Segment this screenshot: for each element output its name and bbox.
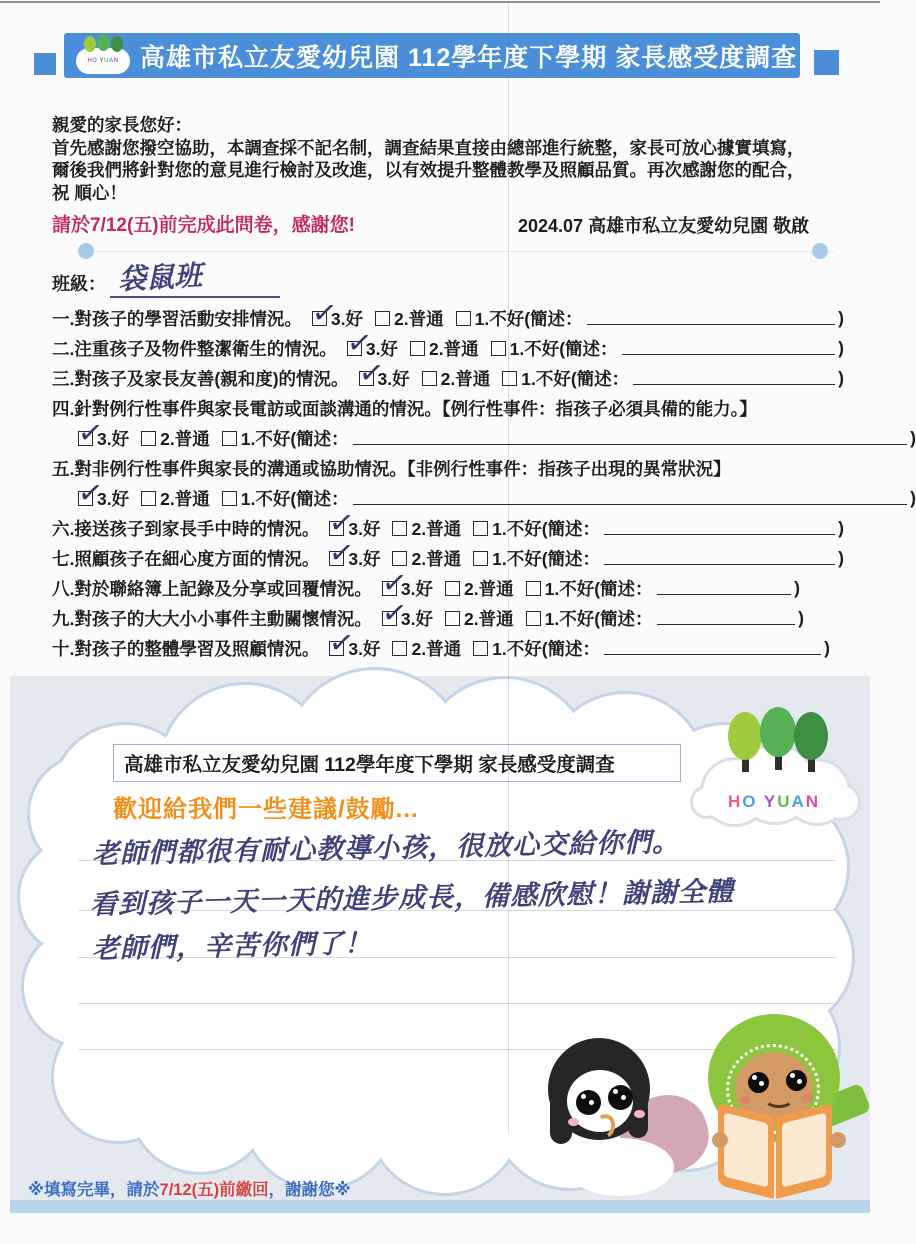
checkbox[interactable] [141,491,156,506]
handwritten-checkmark: ✓ [327,624,357,662]
logo-letter: U [104,57,109,64]
logo-letter: H [727,792,743,811]
checkbox[interactable] [379,594,410,632]
logo-letter: O [92,57,98,64]
intro-line: 爾後我們將針對您的意見進行檢討及改進，以有效提升整體教學及照顧品質。再次感謝您的配合， [52,160,805,180]
question-row [52,504,844,543]
footer-reminder [28,1176,351,1200]
checkbox[interactable] [410,341,425,356]
option-label: 1.不好(簡述： [492,518,601,539]
intro-paragraph [52,114,838,204]
form-header [64,33,800,78]
handwritten-checkmark: ✓ [75,474,106,512]
option-label: 1.不好(簡述： [521,368,630,389]
brief-description-input[interactable] [657,611,796,625]
question-list [52,294,916,663]
hoyuan-logo [690,694,858,834]
option-label: 2.普通 [463,608,514,629]
tree-icon [794,712,828,760]
question-text: 七.照顧孩子在細心度方面的情況。 [52,548,320,569]
logo-letter: N [113,57,119,64]
option-label: 1.不好(簡述： [474,308,583,329]
question-row [52,534,844,573]
close-paren: ) [838,307,844,328]
answer-option [309,294,363,332]
tree-icon [97,34,110,51]
option-label: 2.普通 [440,368,491,389]
section-divider [76,251,834,252]
logo-letter: N [805,792,821,811]
question-text: 四.針對例行性事件與家長電訪或面談溝通的情況。【例行性事件：指孩子必須具備的能力。】 [52,398,757,419]
footer-text-prefix: ※填寫完畢，請於 [28,1181,160,1199]
logo-letter: A [791,792,806,811]
hoyuan-logo-small [76,36,130,76]
option-label: 2.普通 [160,488,210,509]
question-text: 三.對孩子及家長友善(親和度)的情況。 [52,368,349,389]
option-label: 2.普通 [411,518,462,539]
date-signature: 2024.07 高雄市私立友愛幼兒園 敬啟 [518,216,810,236]
checkbox[interactable] [491,341,506,356]
handwriting-line: 看到孩子一天一天的進步成長，備感欣慰！謝謝全體 [89,876,735,920]
divider-dot-right [812,243,828,259]
decor-square-left [34,53,56,75]
answer-option [445,576,514,601]
logo-letter: Y [763,792,778,811]
option-label: 3.好 [97,428,130,449]
checkbox[interactable] [473,551,488,566]
answer-option [392,636,461,661]
option-label: 3.好 [377,368,410,389]
hoyuan-logo-cloud [690,694,858,834]
handwritten-checkmark: ✓ [379,594,410,632]
answer-option [344,324,398,362]
checkbox[interactable] [327,534,357,572]
question-row [52,354,844,393]
handwritten-checkmark: ✓ [356,354,386,392]
checkbox[interactable] [456,311,471,326]
footer-text-suffix: ，謝謝您※ [268,1181,351,1199]
footer-deadline: 7/12(五)前繳回 [159,1181,269,1199]
scan-crease-line [508,4,509,1134]
close-paren: ) [910,427,916,448]
question-text: 十.對孩子的整體學習及照顧情況。 [52,638,320,659]
checkbox[interactable] [502,371,517,386]
scan-top-edge [0,1,880,3]
checkbox[interactable] [344,324,375,362]
suggestions-section [10,676,870,1200]
close-paren: ) [838,547,844,568]
brief-description-input[interactable] [604,551,835,565]
answer-option [392,516,461,541]
handwritten-checkmark: ✓ [327,534,357,572]
option-label: 3.好 [348,518,381,539]
question-row [52,564,800,603]
answer-option [473,516,600,541]
question-text: 九.對孩子的大大小小事件主動關懷情況。 [52,608,372,629]
option-label: 3.好 [400,608,433,629]
close-paren: ) [824,637,830,658]
answer-option [356,354,410,392]
checkbox[interactable] [327,504,357,542]
question-text: 二.注重孩子及物件整潔衛生的情況。 [52,338,337,359]
question-text: 五.對非例行性事件與家長的溝通或協助情況。【非例行性事件：指孩子出現的異常狀況】 [52,458,731,479]
answer-option [379,564,433,602]
checkbox[interactable] [75,414,106,452]
ruled-line[interactable] [78,1003,836,1004]
bottom-decor-bar [10,1200,870,1213]
hoyuan-logo-text [690,792,858,812]
answer-row [52,414,916,453]
handwritten-checkmark: ✓ [309,294,340,332]
brief-description-input[interactable] [657,581,792,595]
handwriting-line: 老師們，辛苦你們了！ [91,928,373,964]
class-field [52,259,280,298]
intro-line: 親愛的家長您好： [52,115,192,135]
crawling-girl-illustration [548,1038,708,1203]
class-name-handwritten: 袋鼠班 [117,259,203,296]
checkbox[interactable] [375,311,390,326]
checkbox[interactable] [445,581,460,596]
brief-description-input[interactable] [587,311,836,325]
answer-option [422,366,491,391]
tree-icon [728,712,762,760]
close-paren: ) [838,367,844,388]
question-row [52,453,894,483]
question-row [52,324,844,363]
logo-letter: O [742,792,758,811]
checkbox[interactable] [222,431,237,446]
brief-description-input[interactable] [633,371,835,385]
answer-option [222,426,349,451]
answer-option [141,426,210,451]
question-row [52,594,804,633]
option-label: 3.好 [365,338,398,359]
answer-option [473,636,600,661]
option-label: 3.好 [330,308,363,329]
question-row [52,393,894,423]
option-label: 2.普通 [428,338,479,359]
feedback-prompt: 歡迎給我們一些建議/鼓勵... [113,796,419,823]
answer-option [222,486,349,511]
answer-row [52,474,916,513]
handwritten-checkmark: ✓ [379,564,410,602]
handwritten-checkmark: ✓ [75,414,106,452]
checkbox[interactable] [379,564,410,602]
checkbox[interactable] [445,611,460,626]
answer-option [456,306,583,331]
checkbox[interactable] [327,624,357,662]
checkbox[interactable] [392,551,407,566]
question-row [52,624,830,663]
tree-icon [760,707,796,757]
decor-square-right [814,50,839,75]
tree-icon [111,36,123,52]
option-label: 3.好 [348,548,381,569]
answer-option [491,336,618,361]
answer-option [327,504,381,542]
answer-option [473,546,600,571]
option-label: 2.普通 [160,428,210,449]
intro-line: 祝 順心！ [52,182,127,203]
reading-child-illustration [690,1014,865,1200]
option-label: 1.不好(簡述： [240,488,349,509]
option-label: 1.不好(簡述： [509,338,618,359]
option-label: 1.不好(簡述： [492,638,601,659]
question-row [52,294,844,333]
checkbox[interactable] [356,354,386,392]
brief-description-input[interactable] [622,341,836,355]
answer-option [526,576,653,601]
answer-option [141,486,210,511]
answer-option [75,474,130,512]
question-text: 六.接送孩子到家長手中時的情況。 [52,518,320,539]
handwritten-checkmark: ✓ [344,324,375,362]
option-label: 3.好 [97,488,130,509]
option-label: 2.普通 [411,638,462,659]
option-label: 1.不好(簡述： [492,548,601,569]
brief-description-input[interactable] [353,431,908,445]
logo-letter: Y [99,57,105,64]
close-paren: ) [838,517,844,538]
divider-dot-left [78,243,94,259]
answer-option [410,336,479,361]
answer-option [375,306,444,331]
feedback-title-box: 高雄市私立友愛幼兒園 112學年度下學期 家長感受度調查 [113,744,681,782]
logo-letter: A [108,57,114,64]
form-title: 高雄市私立友愛幼兒園 112學年度下學期 家長感受度調查 [140,43,798,72]
answer-option [445,606,514,631]
handwriting-line: 老師們都很有耐心教導小孩，很放心交給你們。 [91,826,681,870]
answer-option [502,366,629,391]
close-paren: ) [910,487,916,508]
question-text: 一.對孩子的學習活動安排情況。 [52,308,302,329]
intro-line: 首先感謝您撥空協助，本調查採不記名制，調查結果直接由總部進行統整，家長可放心據實填寫， [52,137,805,158]
close-paren: ) [838,337,844,358]
class-field-input[interactable] [110,259,280,298]
checkbox[interactable] [473,521,488,536]
checkbox[interactable] [141,431,156,446]
logo-letter: U [777,792,792,811]
answer-option [379,594,433,632]
checkbox[interactable] [309,294,340,332]
option-label: 1.不好(簡述： [544,608,653,629]
checkbox[interactable] [526,581,541,596]
checkbox[interactable] [526,611,541,626]
checkbox[interactable] [422,371,437,386]
option-label: 2.普通 [411,548,462,569]
option-label: 2.普通 [463,578,514,599]
hoyuan-logo-text-small [76,58,130,64]
answer-option [327,534,381,572]
option-label: 1.不好(簡述： [544,578,653,599]
brief-description-input[interactable] [604,641,821,655]
close-paren: ) [798,607,804,628]
checkbox[interactable] [473,641,488,656]
checkbox[interactable] [75,474,106,512]
tree-icon [84,36,96,52]
checkbox[interactable] [392,641,407,656]
option-label: 3.好 [400,578,433,599]
answer-option [327,624,381,662]
option-label: 1.不好(簡述： [240,428,349,449]
checkbox[interactable] [392,521,407,536]
handwritten-checkmark: ✓ [327,504,357,542]
brief-description-input[interactable] [353,491,908,505]
answer-option [392,546,461,571]
brief-description-input[interactable] [604,521,835,535]
class-field-label: 班級： [52,274,106,294]
answer-option [75,414,130,452]
question-text: 八.對於聯絡簿上記錄及分享或回覆情況。 [52,578,372,599]
close-paren: ) [794,577,800,598]
checkbox[interactable] [222,491,237,506]
option-label: 2.普通 [393,308,444,329]
option-label: 3.好 [348,638,381,659]
logo-letter: H [87,57,93,64]
answer-option [526,606,653,631]
deadline-text: 請於7/12(五)前完成此問卷，感謝您! [52,215,355,236]
